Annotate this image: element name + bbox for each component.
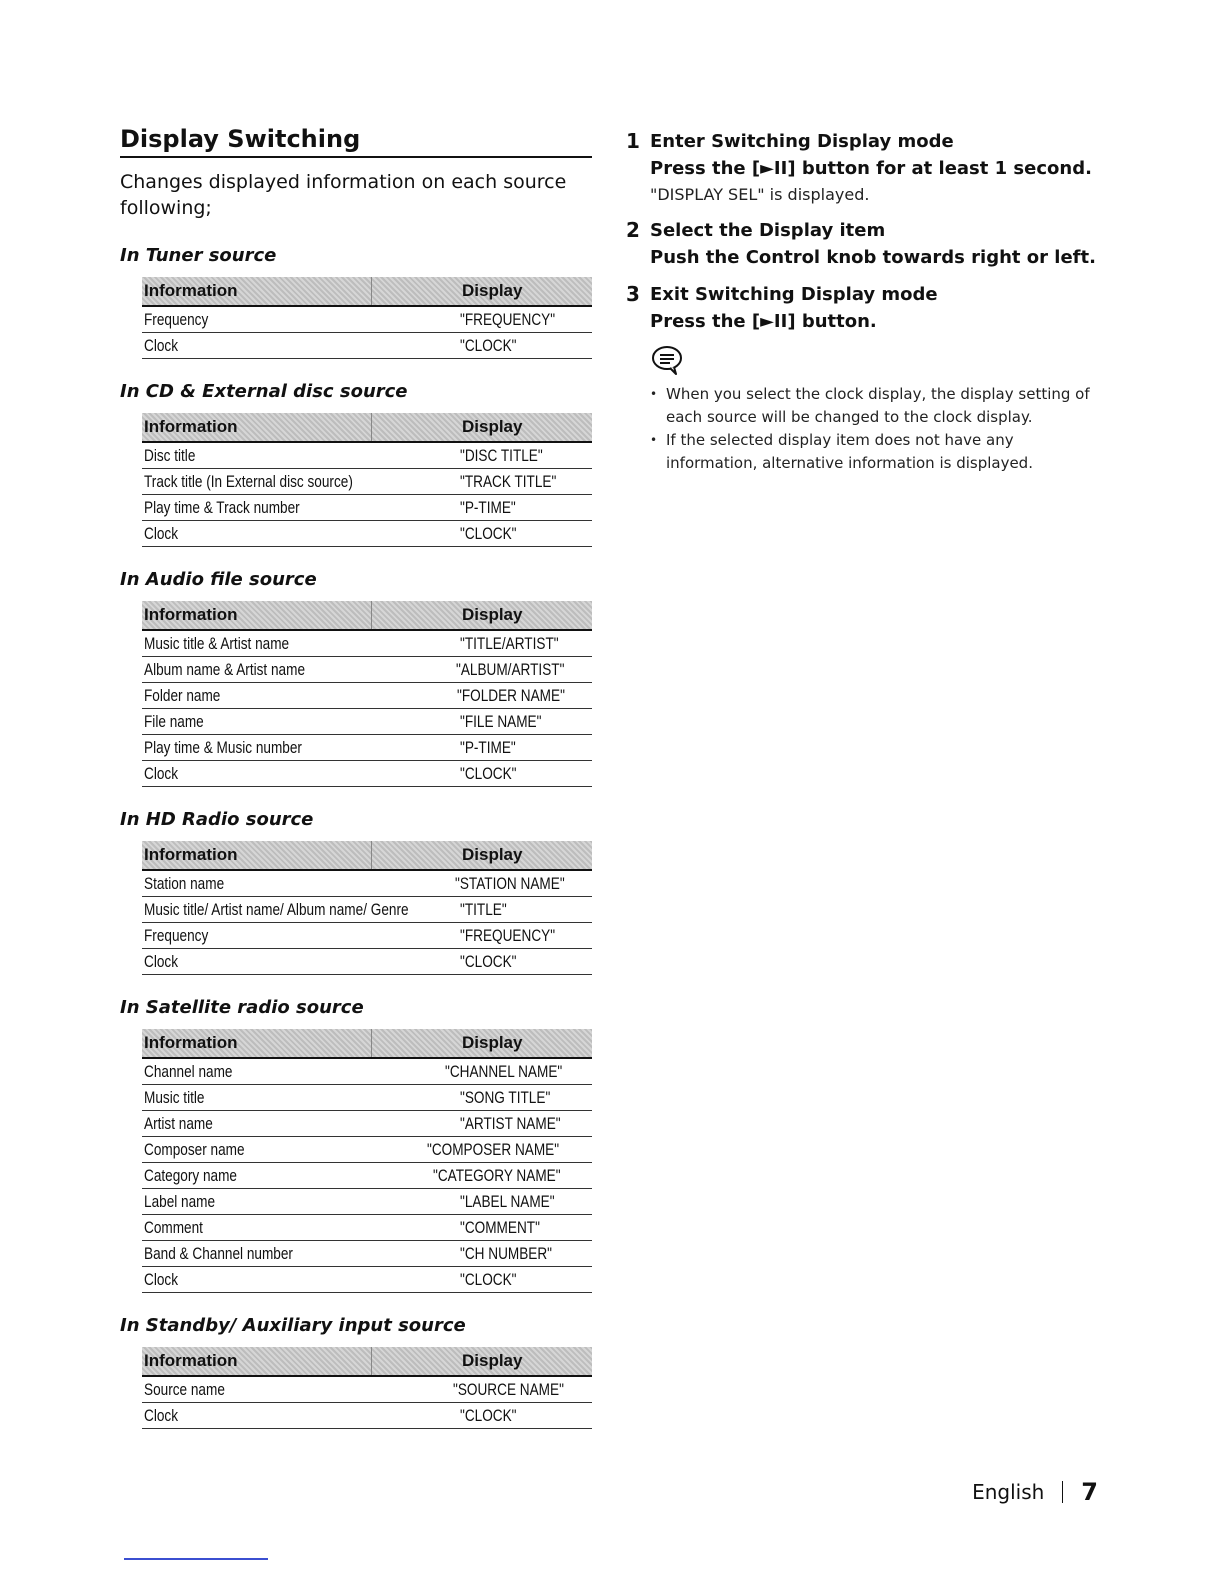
information-text: Channel name: [144, 1062, 233, 1081]
table-row: [142, 1163, 592, 1189]
table-row: [142, 1377, 592, 1403]
cell-information: [142, 709, 372, 735]
cell-information: [142, 1215, 372, 1241]
cell-display: [368, 657, 592, 683]
cell-display: [372, 1267, 592, 1293]
step-body: [650, 128, 1096, 207]
table-row: [142, 443, 592, 469]
cell-display: [372, 443, 592, 469]
table-row: [142, 521, 592, 547]
header-information: Information: [142, 841, 372, 869]
section-heading: In Satellite radio source: [120, 997, 364, 1018]
cell-display: [372, 1215, 592, 1241]
section-heading: In HD Radio source: [120, 809, 314, 830]
section-heading: In CD & External disc source: [120, 381, 408, 402]
cell-display: [369, 683, 592, 709]
information-text: Artist name: [144, 1114, 213, 1133]
table-row: [142, 949, 592, 975]
display-text: "CLOCK": [460, 952, 517, 971]
cell-display: [372, 1403, 592, 1429]
display-text: "CLOCK": [460, 1270, 517, 1289]
table-header: [142, 413, 592, 443]
section-heading: In Standby/ Auxiliary input source: [120, 1315, 466, 1336]
information-text: File name: [144, 712, 204, 731]
cell-display: [339, 1137, 592, 1163]
display-text: "FOLDER NAME": [457, 686, 566, 705]
cell-information: [142, 1059, 357, 1085]
table-row: [142, 1111, 592, 1137]
step-title: Enter Switching Display mode: [650, 131, 954, 152]
note-speech-bubble-icon: [650, 345, 684, 375]
display-text: "P-TIME": [460, 498, 516, 517]
display-text: "CLOCK": [460, 524, 517, 543]
display-text: "FREQUENCY": [460, 926, 556, 945]
footer-language: English: [972, 1480, 1045, 1504]
cell-display: [357, 1059, 592, 1085]
information-text: Source name: [144, 1380, 225, 1399]
display-text: "TITLE": [460, 900, 507, 919]
cell-information: [142, 521, 372, 547]
information-text: Album name & Artist name: [144, 660, 306, 679]
sections-container: [120, 245, 592, 1429]
table-row: [142, 1267, 592, 1293]
step-title: Exit Switching Display mode: [650, 284, 938, 305]
cell-display: [365, 1377, 592, 1403]
header-information: Information: [142, 277, 372, 305]
display-text: "P-TIME": [460, 738, 516, 757]
step-number: 2: [626, 218, 640, 242]
information-text: Clock: [144, 336, 179, 355]
cell-information: [142, 443, 372, 469]
step-action: Push the Control knob towards right or left.: [650, 247, 1096, 268]
information-text: Frequency: [144, 310, 209, 329]
cell-information: [142, 333, 372, 359]
information-text: Station name: [144, 874, 225, 893]
section: [120, 997, 592, 1293]
table-row: [142, 1215, 592, 1241]
cell-information: [142, 1189, 372, 1215]
header-information: Information: [142, 1347, 372, 1375]
section: [120, 569, 592, 787]
table-header: [142, 841, 592, 871]
display-text: "CLOCK": [460, 764, 517, 783]
info-table: [142, 601, 592, 787]
cell-information: [142, 897, 409, 923]
table-row: [142, 735, 592, 761]
information-text: Track title (In External disc source): [144, 472, 353, 491]
section: [120, 1315, 592, 1429]
section-heading: In Tuner source: [120, 245, 277, 266]
step-3: [626, 281, 1096, 335]
table-header: [142, 277, 592, 307]
display-text: "DISC TITLE": [460, 446, 543, 465]
table-row: [142, 897, 592, 923]
cell-information: [142, 469, 372, 495]
info-table: [142, 841, 592, 975]
table-row: [142, 871, 592, 897]
display-text: "TRACK TITLE": [460, 472, 557, 491]
table-row: [142, 1137, 592, 1163]
cell-information: [142, 495, 372, 521]
steps-list: [626, 128, 1096, 335]
cell-information: [142, 871, 367, 897]
step-action: Press the [►II] button.: [650, 311, 877, 332]
cell-information: [142, 1377, 365, 1403]
table-row: [142, 1403, 592, 1429]
cell-display: [372, 1111, 592, 1137]
step-1: [626, 128, 1096, 207]
display-text: "CLOCK": [460, 336, 517, 355]
display-text: "FILE NAME": [460, 712, 542, 731]
information-text: Play time & Music number: [144, 738, 302, 757]
header-display: Display: [462, 845, 523, 864]
information-text: Clock: [144, 952, 179, 971]
information-text: Play time & Track number: [144, 498, 300, 517]
information-text: Folder name: [144, 686, 221, 705]
intro-text: Changes displayed information on each source following;: [120, 171, 567, 219]
information-text: Label name: [144, 1192, 216, 1211]
section: [120, 809, 592, 975]
cell-display: [372, 333, 592, 359]
table-row: [142, 709, 592, 735]
cell-display: [372, 761, 592, 787]
cell-information: [142, 735, 372, 761]
table-row: [142, 923, 592, 949]
information-text: Comment: [144, 1218, 203, 1237]
cell-display: [372, 735, 592, 761]
left-column: [120, 124, 592, 1429]
cell-display: [372, 923, 592, 949]
display-text: "STATION NAME": [454, 874, 565, 893]
cell-display: [372, 709, 592, 735]
table-header: [142, 1347, 592, 1377]
cell-display: [372, 1085, 592, 1111]
step-body: [650, 217, 1096, 271]
section: [120, 245, 592, 359]
display-text: "SONG TITLE": [460, 1088, 551, 1107]
cell-information: [142, 923, 372, 949]
table-header: [142, 1029, 592, 1059]
cell-display: [372, 1189, 592, 1215]
display-text: "LABEL NAME": [460, 1192, 555, 1211]
display-text: "TITLE/ARTIST": [460, 634, 559, 653]
cell-information: [142, 307, 372, 333]
information-text: Clock: [144, 764, 179, 783]
note-item: • When you select the clock display, the display setting of each source will be changed to the clock display.: [650, 383, 1096, 429]
page-footer: [972, 1478, 1098, 1506]
table-row: [142, 1059, 592, 1085]
information-text: Clock: [144, 1270, 179, 1289]
step-number: 1: [626, 129, 640, 153]
section-heading: In Audio file source: [120, 569, 317, 590]
information-text: Composer name: [144, 1140, 245, 1159]
table-row: [142, 657, 592, 683]
info-table: [142, 277, 592, 359]
table-row: [142, 333, 592, 359]
cell-display: [345, 1163, 592, 1189]
right-column: [626, 128, 1096, 475]
cell-display: [372, 949, 592, 975]
table-row: [142, 495, 592, 521]
step-action: Press the [►II] button for at least 1 second.: [650, 158, 1092, 179]
information-text: Music title/ Artist name/ Album name/ Genre: [144, 900, 409, 919]
header-display: Display: [462, 1033, 523, 1052]
display-text: "CHANNEL NAME": [445, 1062, 563, 1081]
step-body: [650, 281, 1096, 335]
information-text: Music title: [144, 1088, 205, 1107]
information-text: Category name: [144, 1166, 237, 1185]
cell-information: [142, 1085, 372, 1111]
header-display: Display: [462, 281, 523, 300]
footer-divider: [1062, 1481, 1063, 1503]
display-text: "SOURCE NAME": [453, 1380, 565, 1399]
header-display: Display: [462, 1351, 523, 1370]
display-text: "COMMENT": [460, 1218, 540, 1237]
cell-information: [142, 1241, 372, 1267]
information-text: Music title & Artist name: [144, 634, 290, 653]
information-text: Clock: [144, 1406, 179, 1425]
section: [120, 381, 592, 547]
display-text: "CLOCK": [460, 1406, 517, 1425]
bottom-rule: [124, 1558, 268, 1560]
cell-display: [372, 631, 592, 657]
step-number: 3: [626, 282, 640, 306]
info-table: [142, 1029, 592, 1293]
step-title: Select the Display item: [650, 220, 886, 241]
table-row: [142, 631, 592, 657]
information-text: Band & Channel number: [144, 1244, 293, 1263]
display-text: "ARTIST NAME": [460, 1114, 561, 1133]
cell-display: [372, 1241, 592, 1267]
cell-display: [372, 495, 592, 521]
header-display: Display: [462, 605, 523, 624]
table-header: [142, 601, 592, 631]
cell-information: [142, 683, 369, 709]
cell-information: [142, 761, 372, 787]
info-table: [142, 413, 592, 547]
display-text: "COMPOSER NAME": [426, 1140, 559, 1159]
table-row: [142, 683, 592, 709]
cell-display: [367, 871, 592, 897]
step-result: "DISPLAY SEL" is displayed.: [650, 185, 870, 204]
cell-information: [142, 1137, 339, 1163]
cell-information: [142, 657, 368, 683]
header-information: Information: [142, 413, 372, 441]
cell-display: [372, 521, 592, 547]
header-information: Information: [142, 601, 372, 629]
step-2: [626, 217, 1096, 271]
table-row: [142, 307, 592, 333]
table-row: [142, 469, 592, 495]
cell-display: [372, 469, 592, 495]
page-title: Display Switching: [120, 124, 592, 158]
table-row: [142, 761, 592, 787]
cell-display: [372, 307, 592, 333]
cell-information: [142, 1111, 372, 1137]
cell-information: [142, 1403, 372, 1429]
display-text: "CATEGORY NAME": [432, 1166, 561, 1185]
cell-information: [142, 631, 372, 657]
info-table: [142, 1347, 592, 1429]
header-information: Information: [142, 1029, 372, 1057]
information-text: Disc title: [144, 446, 196, 465]
cell-information: [142, 1163, 345, 1189]
note-item: • If the selected display item does not have any information, alternative information is displayed.: [650, 429, 1096, 475]
display-text: "FREQUENCY": [460, 310, 556, 329]
page-number: 7: [1081, 1478, 1098, 1506]
table-row: [142, 1189, 592, 1215]
display-text: "CH NUMBER": [460, 1244, 553, 1263]
notes-list: [650, 383, 1096, 475]
display-text: "ALBUM/ARTIST": [456, 660, 565, 679]
cell-information: [142, 1267, 372, 1293]
information-text: Clock: [144, 524, 179, 543]
header-display: Display: [462, 417, 523, 436]
cell-information: [142, 949, 372, 975]
table-row: [142, 1085, 592, 1111]
information-text: Frequency: [144, 926, 209, 945]
table-row: [142, 1241, 592, 1267]
